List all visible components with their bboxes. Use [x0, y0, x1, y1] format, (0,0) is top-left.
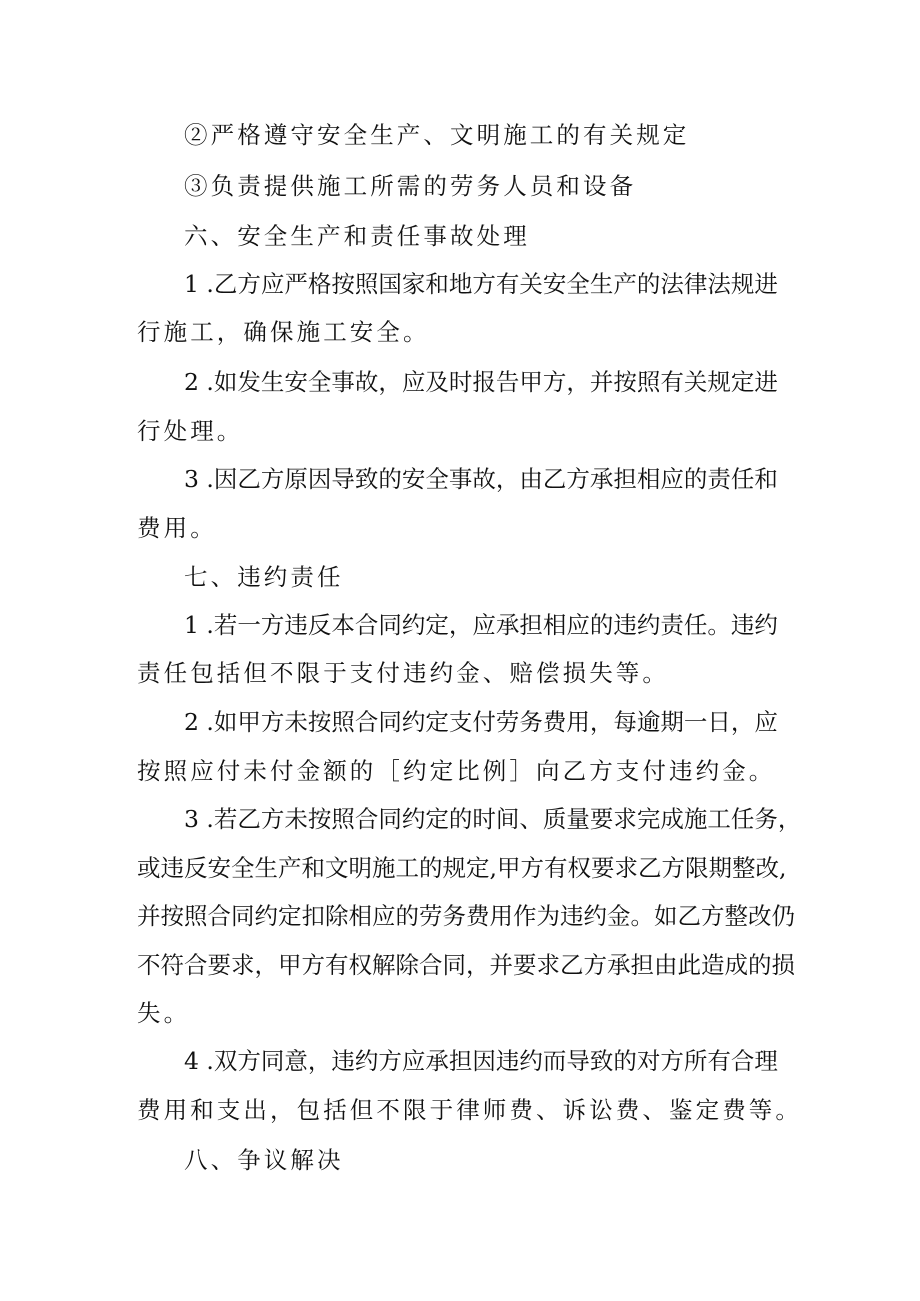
paragraph-line: 并按照合同约定扣除相应的劳务费用作为违约金。如乙方整改仍: [137, 902, 795, 930]
paragraph-line: 或违反安全生产和文明施工的规定,甲方有权要求乙方限期整改,: [137, 854, 787, 882]
paragraph-line: 失。: [137, 999, 191, 1027]
paragraph-line: 行施工，确保施工安全。: [137, 318, 430, 346]
paragraph-line: 费用和支出，包括但不限于律师费、诉讼费、鉴定费等。: [137, 1096, 802, 1124]
paragraph-line: 3 .若乙方未按照合同约定的时间、质量要求完成施工任务，: [184, 805, 802, 833]
paragraph-line: 2 .如甲方未按照合同约定支付劳务费用，每逾期一日，应: [184, 708, 778, 736]
section-heading: 七、违约责任: [184, 563, 344, 591]
paragraph-line: ③负责提供施工所需的劳务人员和设备: [184, 172, 637, 200]
paragraph-line: 按照应付未付金额的［约定比例］向乙方支付违约金。: [137, 757, 776, 785]
paragraph-line: 1 .乙方应严格按照国家和地方有关安全生产的法律法规进: [184, 270, 778, 298]
paragraph-line: 行处理。: [137, 417, 244, 445]
paragraph-line: 费用。: [137, 514, 217, 542]
paragraph-line: 责任包括但不限于支付违约金、赔偿损失等。: [137, 659, 669, 687]
paragraph-line: 3 .因乙方原因导致的安全事故，由乙方承担相应的责任和: [184, 465, 778, 493]
paragraph-line: ②严格遵守安全生产、文明施工的有关规定: [184, 121, 690, 149]
paragraph-line: 2 .如发生安全事故，应及时报告甲方，并按照有关规定进: [184, 368, 778, 396]
paragraph-line: 4 .双方同意，违约方应承担因违约而导致的对方所有合理: [184, 1047, 778, 1075]
section-heading: 八、争议解决: [184, 1146, 344, 1174]
section-heading: 六、安全生产和责任事故处理: [184, 222, 530, 250]
paragraph-line: 1 .若一方违反本合同约定，应承担相应的违约责任。违约: [184, 611, 778, 639]
paragraph-line: 不符合要求，甲方有权解除合同，并要求乙方承担由此造成的损: [137, 951, 795, 979]
